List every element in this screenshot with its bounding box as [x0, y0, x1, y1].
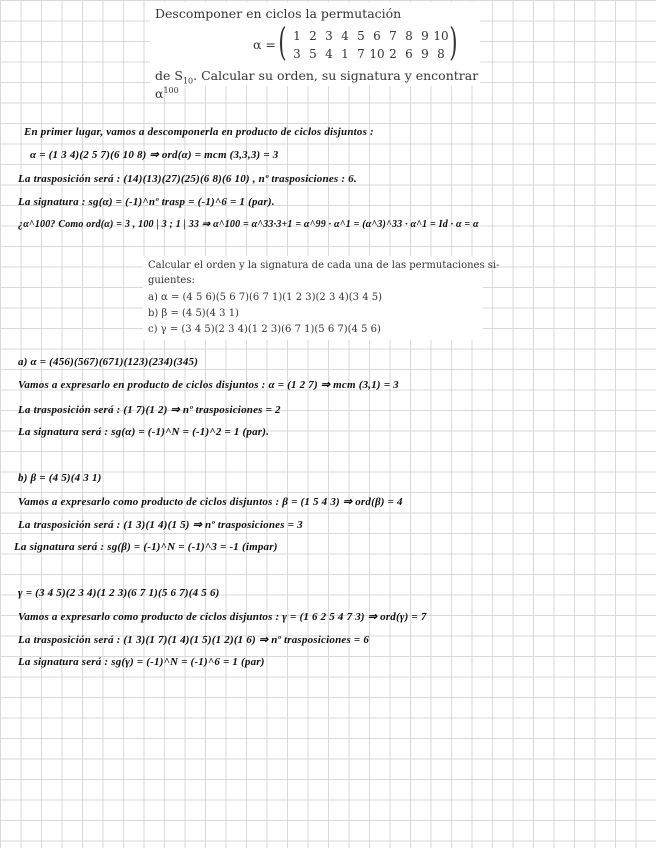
- exercise-1-line-1: Descomponer en ciclos la permutación: [155, 6, 402, 21]
- matrix-cell: 6: [373, 29, 381, 43]
- solution-2a-line: La signatura será : sg(α) = (-1)^N = (-1)^2 = 1 (par).: [18, 426, 270, 438]
- matrix-cell: 4: [341, 29, 349, 43]
- matrix-cell: 3: [293, 47, 301, 61]
- solution-2c-line: La trasposición será : (1 3)(1 7)(1 4)(1 5)(1 2)(1 6) ⇒ nº trasposiciones = 6: [18, 634, 370, 646]
- alpha-symbol: α =: [253, 37, 276, 52]
- line3-sup: 100: [163, 85, 179, 95]
- left-parenthesis: (: [278, 20, 287, 64]
- matrix-cell: 1: [293, 29, 301, 43]
- matrix-cell: 5: [309, 47, 317, 61]
- matrix-cell: 2: [389, 47, 397, 61]
- solution-2a-line: a) α = (456)(567)(671)(123)(234)(345): [18, 356, 199, 368]
- line3-sub: 10: [182, 76, 194, 86]
- permutation-matrix: [253, 20, 473, 66]
- matrix-cell: 10: [369, 47, 385, 61]
- matrix-cell: 3: [325, 29, 333, 43]
- solution-2c-line: γ = (3 4 5)(2 3 4)(1 2 3)(6 7 1)(5 6 7)(4 5 6): [18, 587, 220, 599]
- solution-2b-line: La trasposición será : (1 3)(1 4)(1 5) ⇒ nº trasposiciones = 3: [18, 519, 303, 531]
- solution-2a-line: Vamos a expresarlo en producto de ciclos disjuntos : α = (1 2 7) ⇒ mcm (3,1) = 3: [18, 379, 399, 391]
- solution-1-line: La trasposición será : (14)(13)(27)(25)(6 8)(6 10) , nº trasposiciones : 6.: [18, 173, 357, 185]
- exercise-2-intro-1: Calcular el orden y la signatura de cada una de las permutaciones si-: [148, 260, 500, 271]
- solution-2c-line: La signatura será : sg(γ) = (-1)^N = (-1)^6 = 1 (par): [18, 656, 265, 668]
- solution-1-line: La signatura : sg(α) = (-1)^nº trasp = (-1)^6 = 1 (par).: [18, 196, 275, 208]
- matrix-cell: 7: [389, 29, 397, 43]
- matrix-cell: 9: [421, 47, 429, 61]
- matrix-cell: 4: [325, 47, 333, 61]
- matrix-cell: 6: [405, 47, 413, 61]
- matrix-cell: 10: [433, 29, 449, 43]
- solution-2c-line: Vamos a expresarlo como producto de ciclos disjuntos : γ = (1 6 2 5 4 7 3) ⇒ ord(γ) = 7: [18, 611, 427, 623]
- line3-pre: de S: [155, 68, 183, 83]
- solution-2b-line: La signatura será : sg(β) = (-1)^N = (-1)^3 = -1 (impar): [14, 541, 278, 553]
- matrix-cell: 8: [405, 29, 413, 43]
- matrix-row-bottom: [289, 47, 449, 61]
- exercise-2-item-b: b) β = (4 5)(4 3 1): [148, 308, 239, 319]
- exercise-1-line-3: [155, 68, 480, 101]
- matrix-cell: 5: [357, 29, 365, 43]
- matrix-cell: 7: [357, 47, 365, 61]
- matrix-cell: 8: [437, 47, 445, 61]
- exercise-2-intro-2: guientes:: [148, 275, 195, 286]
- solution-1-line: α = (1 3 4)(2 5 7)(6 10 8) ⇒ ord(α) = mcm (3,3,3) = 3: [30, 149, 279, 161]
- solution-2b-line: b) β = (4 5)(4 3 1): [18, 472, 102, 484]
- solution-2b-line: Vamos a expresarlo como producto de ciclos disjuntos : β = (1 5 4 3) ⇒ ord(β) = 4: [18, 496, 403, 508]
- exercise-2-item-a: a) α = (4 5 6)(5 6 7)(6 7 1)(1 2 3)(2 3 4)(3 4 5): [148, 292, 383, 303]
- matrix-cell: 9: [421, 29, 429, 43]
- solution-2a-line: La trasposición será : (1 7)(1 2) ⇒ nº trasposiciones = 2: [18, 404, 281, 416]
- right-parenthesis: ): [449, 20, 458, 64]
- matrix-row-top: [289, 29, 449, 43]
- line3-post: . Calcular su orden, su signatura y encontrar α: [155, 68, 479, 101]
- exercise-2-statement: [143, 256, 500, 340]
- solution-1-line: ¿α^100? Como ord(α) = 3 , 100 | 3 ; 1 | 33 ⇒ α^100 = α^33·3+1 = α^99 · α^1 = (α^3)^33 · α^1 = Id · α = α: [18, 219, 479, 230]
- exercise-2-item-c: c) γ = (3 4 5)(2 3 4)(1 2 3)(6 7 1)(5 6 7)(4 5 6): [148, 324, 381, 335]
- matrix-cell: 2: [309, 29, 317, 43]
- exercise-1-statement: [150, 2, 480, 101]
- solution-1-line: En primer lugar, vamos a descomponerla en producto de ciclos disjuntos :: [24, 126, 374, 138]
- matrix-cell: 1: [341, 47, 349, 61]
